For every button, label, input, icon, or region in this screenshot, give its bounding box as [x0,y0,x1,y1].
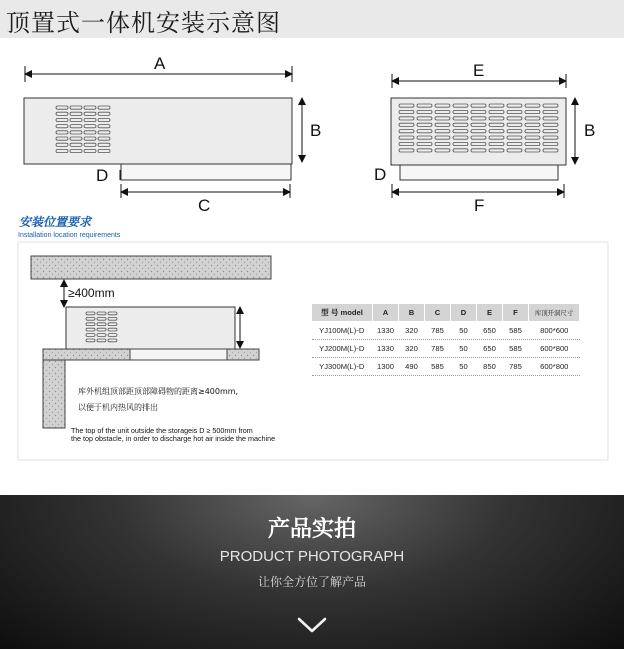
cell-e: 850 [477,358,503,376]
install-subheading: Installation location requirements [18,232,121,239]
cell-f: 785 [503,358,529,376]
table-row [312,358,580,376]
page-title: 顶置式一体机安装示意图 [6,9,281,37]
label-b-front: B [584,121,596,140]
clearance-label: ≥400mm [68,286,115,300]
label-d-front: D [374,165,387,184]
banner-title: 产品实拍 [267,517,356,542]
cell-a: 1330 [373,340,399,358]
cell-e: 650 [477,340,503,358]
install-note-en-1: The top of the unit outside the storageis D ≥ 500mm from [71,426,253,435]
label-e: E [473,61,485,80]
col-c: C [425,304,451,322]
cell-f: 585 [503,322,529,340]
table-row [312,340,580,358]
banner-subtitle: PRODUCT PHOTOGRAPH [219,548,405,565]
col-a: A [373,304,399,322]
cell-b: 490 [399,358,425,376]
cell-model: YJ300M(L)-D [312,358,373,376]
cell-opening: 800*600 [529,322,580,340]
label-c: C [198,196,211,215]
cell-c: 785 [425,340,451,358]
install-note-en-2: the top obstacle, in order to discharge hot air inside the machine [71,434,276,443]
cell-c: 785 [425,322,451,340]
ceiling-obstacle [31,256,271,279]
cell-c: 585 [425,358,451,376]
cell-d: 50 [451,340,477,358]
product-photo-banner [0,495,624,649]
label-d-side: D [96,166,109,185]
install-heading: 安装位置要求 [19,215,92,229]
spec-table [311,303,580,376]
install-note-cn-2: 以便于机内热风的排出 [78,403,158,412]
install-note-cn-1: 库外机组顶部距顶部障碍物的距离≥400mm, [78,387,239,396]
table-row [312,322,580,340]
cell-model: YJ100M(L)-D [312,322,373,340]
col-e: E [477,304,503,322]
cell-model: YJ200M(L)-D [312,340,373,358]
cell-opening: 600*800 [529,358,580,376]
col-b: B [399,304,425,322]
cell-a: 1330 [373,322,399,340]
cell-b: 320 [399,322,425,340]
col-d: D [451,304,477,322]
banner-tagline: 让你全方位了解产品 [257,575,366,589]
cell-opening: 600*800 [529,340,580,358]
col-opening: 库顶开洞尺寸 [529,304,580,322]
col-f: F [503,304,529,322]
label-a: A [154,54,166,73]
roof-opening [130,349,227,360]
label-f: F [474,196,485,215]
cell-d: 50 [451,322,477,340]
label-b-side: B [310,121,322,140]
col-model: 型 号 model [312,304,373,322]
storage-wall [43,360,65,428]
chevron-down-icon[interactable] [297,617,327,633]
cell-b: 320 [399,340,425,358]
cell-a: 1300 [373,358,399,376]
side-view-diagram [24,54,321,215]
installation-requirement-heading [18,215,121,239]
cell-e: 650 [477,322,503,340]
cell-f: 585 [503,340,529,358]
evaporator-side [121,164,291,180]
spec-table-header [312,304,580,322]
evaporator-front [400,165,558,180]
front-view-diagram [374,61,595,215]
cell-d: 50 [451,358,477,376]
